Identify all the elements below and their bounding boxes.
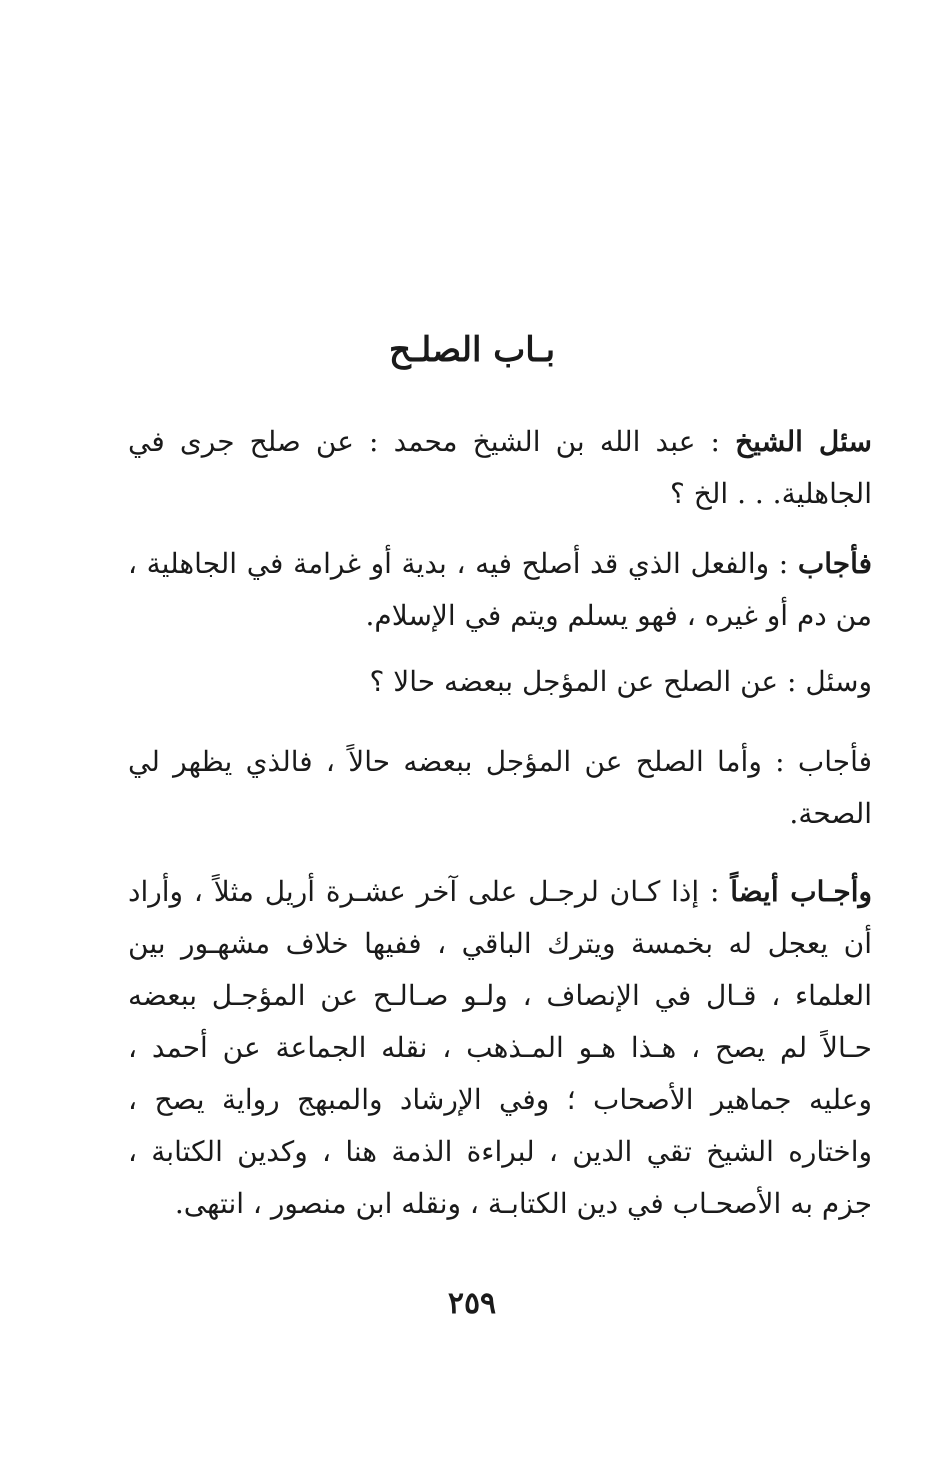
paragraph-text: : والفعل الذي قد أصلح فيه ، بدية أو غرامة في الجاهلية ، من دم أو غيره ، فهو يسلم ويتم في الإسلام. [128,547,872,632]
paragraph-text: : إذا كـان لرجـل على آخر عشـرة أريل مثلاً ، وأراد أن يعجل له بخمسة ويترك الباقي ، ففيها خلاف مشهـور بين العلماء ، قـال في الإنصاف ، ولـو صـالـح عن المؤجـل ببعضه حـالاً لم يصح ، هـذا هـو المـذهب ، نقله الجماعة عن أحمد ، وعليه جماهير الأصحاب ؛ وفي الإرشاد والمبهج رواية يصح ، واختاره الشيخ تقي الدين ، لبراءة الذمة هنا ، وكدين الكتابة ، جزم به الأصحـاب في دين الكتابـة ، ونقله ابن منصور ، انتهى. [128,875,872,1220]
paragraph-lead: وأجـاب أيضاً [730,875,872,908]
page-number: ٢٥٩ [447,1286,497,1321]
paragraph-lead: فأجاب [797,547,872,580]
answer-paragraph-1 [128,538,942,642]
question-paragraph-2 [200,656,872,708]
paragraph-text: وسئل : عن الصلح عن المؤجل ببعضه حالا ؟ [369,665,872,698]
paragraph-text: : عبد الله بن الشيخ محمد : عن صلح جرى في الجاهلية. . . الخ ؟ [128,425,872,510]
paragraph-text: فأجاب : وأما الصلح عن المؤجل ببعضه حالاً ، فالذي يظهر لي الصحة. [128,745,872,830]
answer-paragraph-3 [128,866,942,1230]
paragraph-lead: سئل الشيخ [735,425,872,458]
question-paragraph-1 [128,416,942,520]
answer-paragraph-2 [128,736,942,840]
chapter-title: بـاب الصلـح [388,330,556,370]
